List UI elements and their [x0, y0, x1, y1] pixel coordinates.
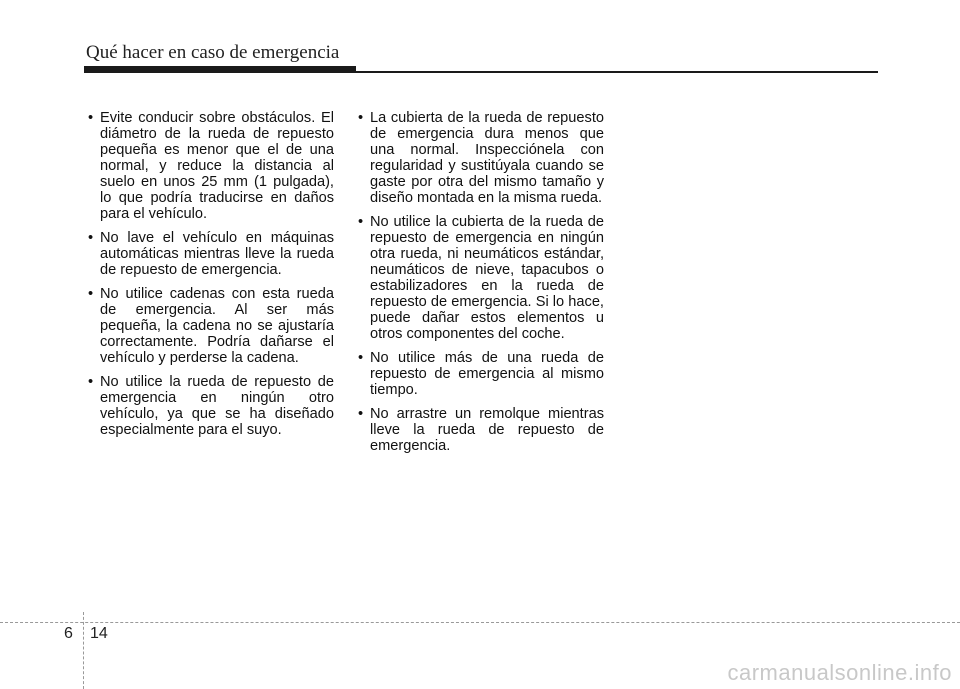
page-title: Qué hacer en caso de emergencia — [86, 42, 340, 63]
left-column — [84, 110, 334, 446]
bullet-item: • No utilice cadenas con esta rueda de emergencia. Al ser más pequeña, la cadena no se ajustaría correctamente. Podría dañarse el vehículo y perderse la cadena. — [84, 286, 334, 366]
bullet-item: • No utilice la cubierta de la rueda de repuesto de emergencia en ningún otra rueda, ni neumáticos estándar, neumáticos de nieve, tapacubos o estabilizadores en la rueda de repuesto de emergencia. Si lo hace, puede dañar estos elementos u otros componentes del coche. — [354, 214, 604, 342]
left-bullet-list — [84, 110, 334, 438]
header-rule-thin — [84, 71, 878, 73]
right-column — [354, 110, 604, 462]
right-bullet-list — [354, 110, 604, 454]
watermark: carmanualsonline.info — [727, 660, 952, 685]
bullet-item: • No utilice la rueda de repuesto de emergencia en ningún otro vehículo, ya que se ha diseñado especialmente para el suyo. — [84, 374, 334, 438]
bullet-item: • No utilice más de una rueda de repuesto de emergencia al mismo tiempo. — [354, 350, 604, 398]
bullet-item: • Evite conducir sobre obstáculos. El diámetro de la rueda de repuesto pequeña es menor que el de una normal, y reduce la distancia al suelo en unos 25 mm (1 pulgada), lo que podría traducirse en daños para el vehículo. — [84, 110, 334, 222]
section-number: 6 — [64, 625, 73, 642]
bullet-item: • La cubierta de la rueda de repuesto de emergencia dura menos que una normal. Inspecciónela con regularidad y sustitúyala cuando se gaste por otra del mismo tamaño y diseño montada en la misma rueda. — [354, 110, 604, 206]
bullet-item: • No lave el vehículo en máquinas automáticas mientras lleve la rueda de repuesto de emergencia. — [84, 230, 334, 278]
footer-vertical-divider — [83, 612, 84, 689]
bullet-item: • No arrastre un remolque mientras lleve la rueda de repuesto de emergencia. — [354, 406, 604, 454]
page-number: 14 — [90, 625, 108, 642]
footer-divider — [0, 622, 960, 623]
